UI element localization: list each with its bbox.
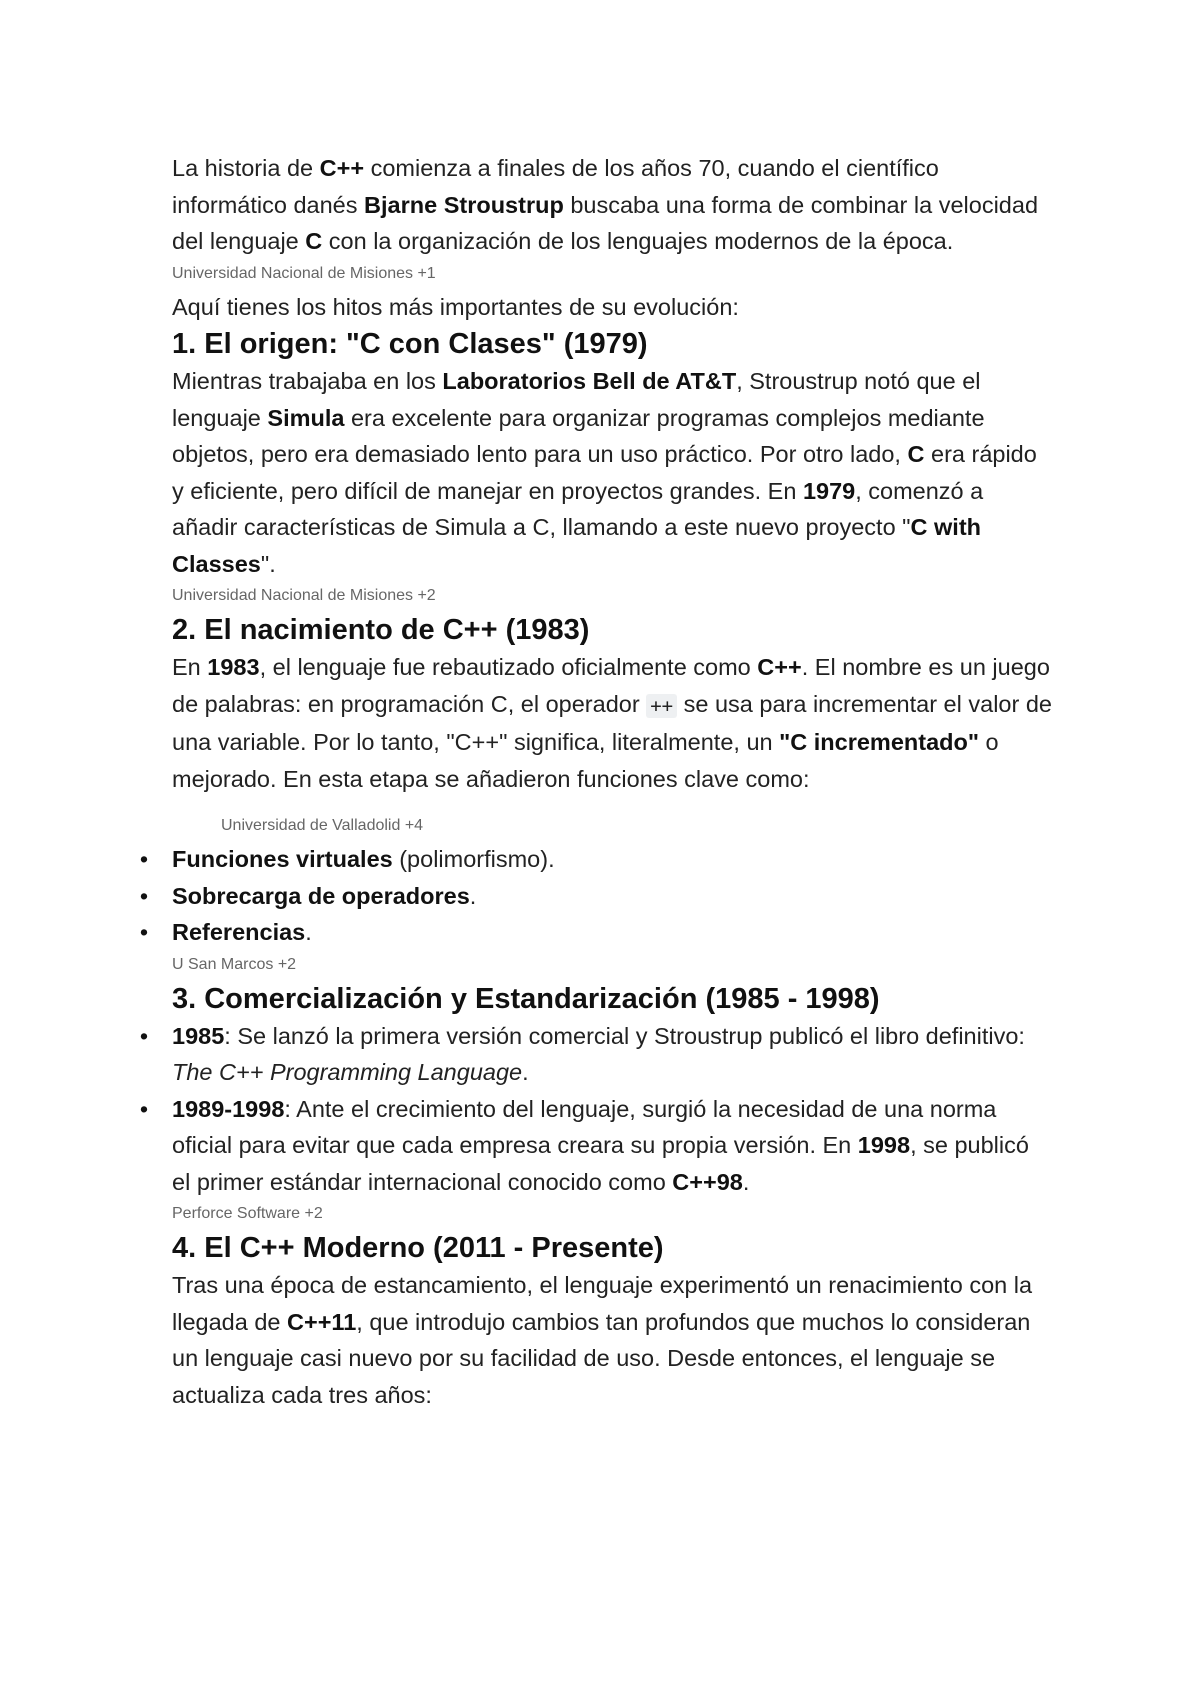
text-run: . El nombre es un juego de palabras: en programación C, el operador: [172, 654, 1050, 717]
bold-run: C++98: [672, 1168, 743, 1195]
milestone-list: [139, 1018, 1052, 1201]
section-paragraph: [172, 649, 1052, 797]
list-item: [139, 914, 1052, 951]
text-run: .: [305, 919, 312, 945]
bold-run: Funciones virtuales: [172, 846, 393, 872]
text-run: (polimorfismo).: [392, 846, 555, 872]
lead-paragraph: Aquí tienes los hitos más importantes de su evolución:: [172, 293, 739, 320]
bold-run: "C incrementado": [779, 729, 980, 755]
text-run: : Ante el crecimiento del lenguaje, surgió la necesidad de una norma oficial para evitar que cada empresa creara su propia versión. En: [172, 1095, 997, 1158]
bold-run: C++: [319, 155, 365, 181]
text-run: comienza a finales de los años 70, cuando el científico informático danés: [172, 155, 939, 218]
text-run: En: [172, 654, 208, 680]
bullet-icon: •: [139, 882, 149, 909]
bold-run: Simula: [267, 404, 345, 431]
section-paragraph: [172, 363, 1052, 582]
text-run: , que introdujo cambios tan profundos que muchos lo consideran un lenguaje casi nuevo por su facilidad de uso. Desde entonces, el lenguaje se actualiza cada tres años:: [172, 1308, 1031, 1408]
source-citation[interactable]: Universidad de Valladolid +4: [221, 817, 424, 834]
text-run: .: [522, 1059, 529, 1085]
bold-run: 1985: [172, 1022, 225, 1049]
text-run: ".: [260, 550, 276, 577]
feature-list: [139, 841, 1052, 951]
bullet-icon: •: [139, 846, 149, 872]
text-run: se usa para incrementar el valor de una variable. Por lo tanto, "C++" significa, literalmente, un: [172, 690, 1052, 755]
section-heading: 4. El C++ Moderno (2011 - Presente): [172, 1232, 664, 1264]
section-heading: 3. Comercialización y Estandarización (1985 - 1998): [172, 982, 880, 1015]
list-item: [139, 878, 1052, 915]
document-body: [139, 150, 1052, 1413]
section-heading: 2. El nacimiento de C++ (1983): [172, 614, 590, 646]
text-run: , el lenguaje fue rebautizado oficialmente como: [259, 654, 758, 680]
inline-code: ++: [646, 694, 677, 718]
text-run: : Se lanzó la primera versión comercial y Stroustrup publicó el libro definitivo:: [224, 1022, 1025, 1049]
text-run: era excelente para organizar programas complejos mediante objetos, pero era demasiado lento para un uso práctico. Por otro lado,: [172, 404, 985, 467]
bold-run: C with Classes: [172, 514, 982, 577]
text-run: , se publicó el primer estándar internacional conocido como: [172, 1132, 1029, 1195]
bold-run: C++11: [287, 1308, 357, 1335]
bold-run: 1989-1998: [172, 1095, 285, 1122]
bullet-icon: •: [139, 1022, 149, 1049]
list-item: [139, 1018, 1052, 1091]
source-citation[interactable]: Universidad Nacional de Misiones +2: [172, 587, 436, 604]
list-item: [139, 841, 1052, 878]
text-run: , Stroustrup notó que el lenguaje: [172, 368, 981, 431]
source-citation[interactable]: Universidad Nacional de Misiones +1: [172, 264, 436, 282]
bold-run: 1979: [802, 477, 856, 504]
text-run: o mejorado. En esta etapa se añadieron funciones clave como:: [172, 729, 999, 792]
text-run: Mientras trabajaba en los: [172, 368, 443, 394]
intro-paragraph: [172, 150, 1052, 260]
section-heading: 1. El origen: "C con Clases" (1979): [172, 328, 648, 360]
bold-run: Sobrecarga de operadores: [172, 882, 470, 909]
text-run: La historia de: [172, 155, 320, 181]
bold-run: 1983: [207, 654, 260, 680]
text-run: era rápido y eficiente, pero difícil de manejar en proyectos grandes. En: [172, 441, 1037, 504]
bold-run: C: [907, 441, 925, 467]
text-run: .: [469, 882, 477, 909]
text-run: Tras una época de estancamiento, el lenguaje experimentó un renacimiento con la llegada de: [172, 1272, 1033, 1335]
bullet-icon: •: [139, 919, 149, 945]
bullet-icon: •: [139, 1095, 149, 1122]
italic-run: The C++ Programming Language: [172, 1059, 523, 1085]
source-citation[interactable]: U San Marcos +2: [172, 955, 297, 973]
text-run: buscaba una forma de combinar la velocidad del lenguaje: [172, 191, 1039, 254]
source-citation[interactable]: Perforce Software +2: [172, 1205, 323, 1222]
text-run: .: [742, 1168, 750, 1195]
section-paragraph: [172, 1267, 1052, 1413]
bold-run: Bjarne Stroustrup: [364, 191, 564, 218]
bold-run: C: [305, 228, 323, 254]
bold-run: Laboratorios Bell de AT&T: [442, 368, 737, 394]
list-item: [139, 1091, 1052, 1201]
bold-run: Referencias: [172, 919, 306, 945]
text-run: con la organización de los lenguajes modernos de la época.: [322, 228, 954, 254]
bold-run: 1998: [857, 1132, 911, 1158]
bold-run: C++: [757, 654, 802, 680]
text-run: , comenzó a añadir características de Simula a C, llamando a este nuevo proyecto ": [172, 477, 984, 540]
